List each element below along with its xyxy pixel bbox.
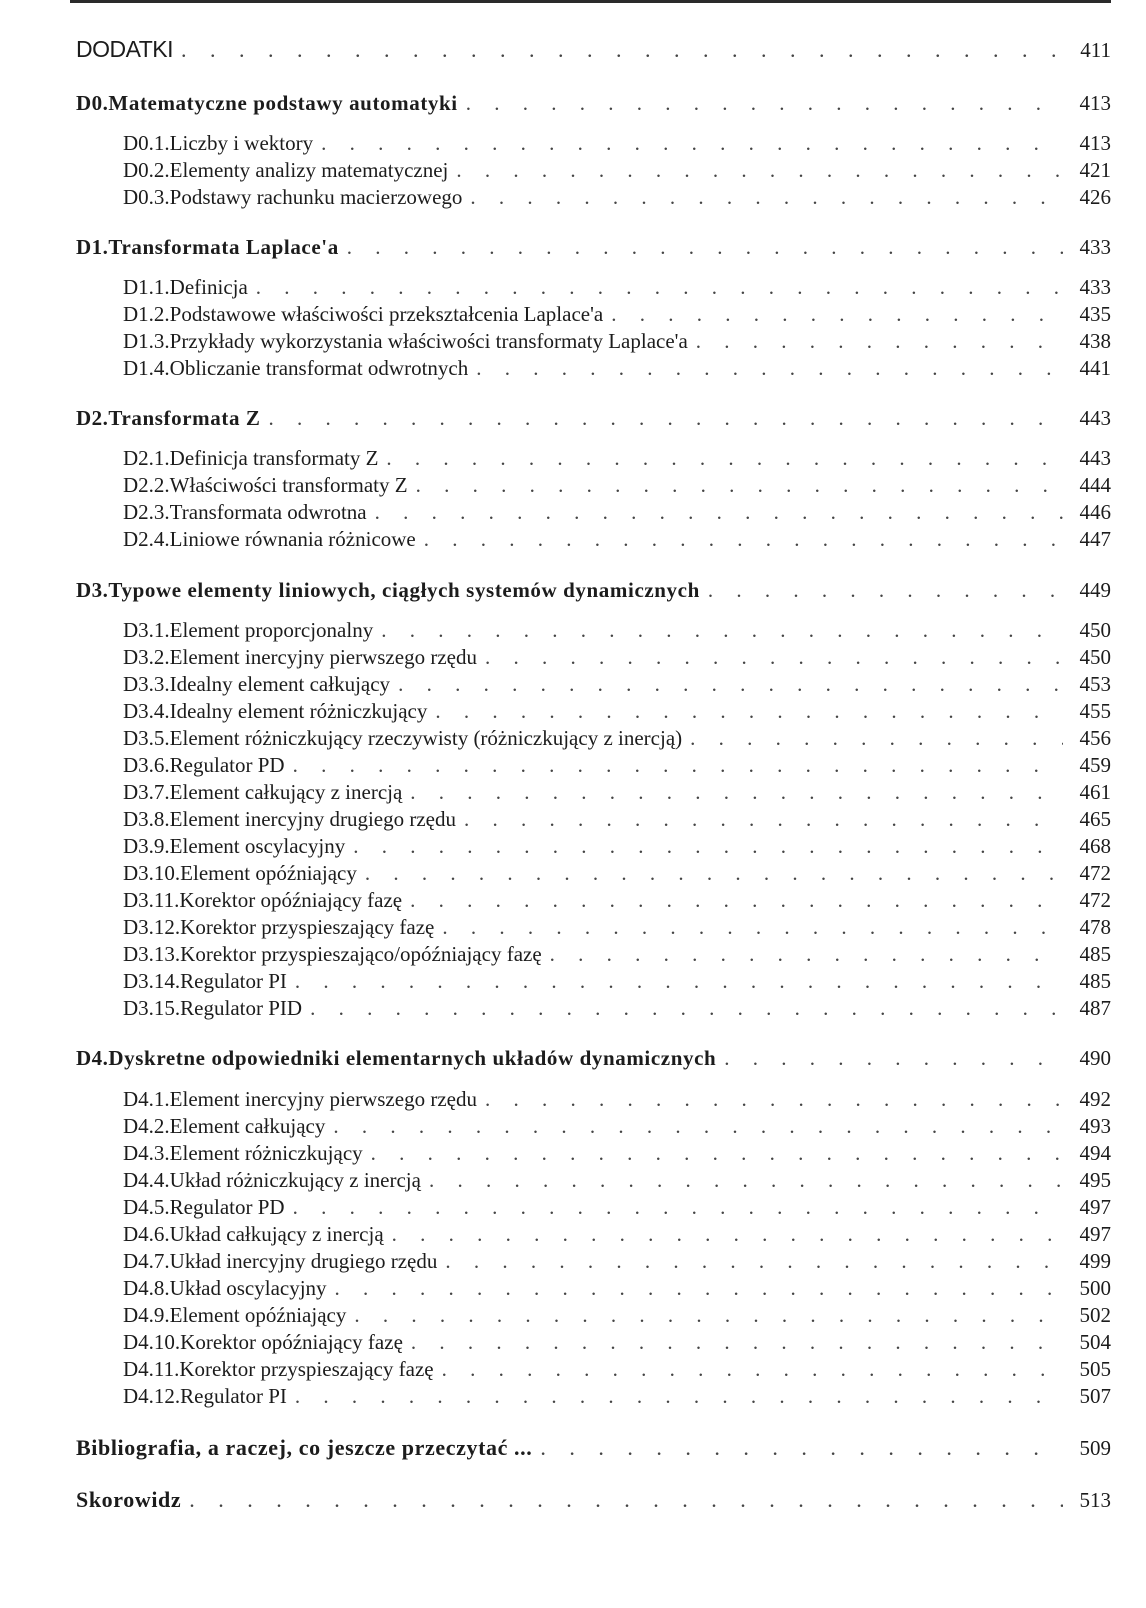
entry-number: D0.2. xyxy=(123,158,170,182)
dot-leader xyxy=(708,578,1063,603)
toc-subentry xyxy=(76,1303,1111,1328)
entry-title: Element inercyjny pierwszego rzędu xyxy=(169,645,477,669)
page-number: 494 xyxy=(1079,1141,1111,1165)
entry-title: Transformata Z xyxy=(108,406,261,430)
entry-title: Matematyczne podstawy automatyki xyxy=(108,91,458,115)
dot-leader xyxy=(445,1249,1063,1274)
entry-title: Element całkujący z inercją xyxy=(169,780,403,804)
entry-number: D4.2. xyxy=(123,1114,170,1138)
dot-leader xyxy=(293,753,1063,778)
page-number: 413 xyxy=(1079,131,1111,155)
toc-subentry xyxy=(76,1384,1111,1409)
toc-section xyxy=(76,1487,1111,1513)
toc-subentry xyxy=(76,527,1111,552)
page-number: 492 xyxy=(1079,1087,1111,1111)
toc-subentry xyxy=(76,1168,1111,1193)
toc-subentry xyxy=(76,996,1111,1021)
page-number: 499 xyxy=(1079,1249,1111,1273)
entry-title: Podstawowe właściwości przekształcenia Laplace'a xyxy=(169,302,604,326)
dot-leader xyxy=(690,726,1063,751)
entry-number: D4.11. xyxy=(123,1357,180,1381)
entry-number: D3.15. xyxy=(123,996,181,1020)
entry-title: Transformata Laplace'a xyxy=(108,235,339,259)
page-number: 443 xyxy=(1079,406,1111,430)
dot-leader xyxy=(435,699,1063,724)
dot-leader xyxy=(365,861,1063,886)
dot-leader xyxy=(293,1195,1063,1220)
page-number: 449 xyxy=(1079,578,1111,602)
entry-title: Element różniczkujący rzeczywisty (różniczkujący z inercją) xyxy=(169,726,683,750)
dot-leader xyxy=(269,406,1064,431)
toc-subentry xyxy=(76,1330,1111,1355)
toc-subentry xyxy=(76,969,1111,994)
entry-number: D3.4. xyxy=(123,699,170,723)
dot-leader xyxy=(464,807,1063,832)
dot-leader xyxy=(410,888,1063,913)
page-number: 413 xyxy=(1079,91,1111,115)
dot-leader xyxy=(181,37,1063,63)
entry-title: Regulator PD xyxy=(169,753,285,777)
toc-chapter xyxy=(76,91,1111,116)
entry-title: Korektor przyspieszający fazę xyxy=(180,915,435,939)
toc-subentry xyxy=(76,329,1111,354)
dot-leader xyxy=(354,1303,1063,1328)
toc-subentry xyxy=(76,356,1111,381)
entry-number: D1.1. xyxy=(123,275,170,299)
toc-subentry xyxy=(76,131,1111,156)
dot-leader xyxy=(416,473,1063,498)
entry-title: Korektor opóźniający fazę xyxy=(180,1330,403,1354)
dot-leader xyxy=(442,1357,1063,1382)
page-number: 495 xyxy=(1079,1168,1111,1192)
toc-subentry xyxy=(76,473,1111,498)
entry-number: D2.1. xyxy=(123,446,170,470)
entry-number: D4. xyxy=(76,1046,109,1070)
entry-title: Definicja xyxy=(169,275,248,299)
entry-number: D2.3. xyxy=(123,500,170,524)
page-number: 493 xyxy=(1079,1114,1111,1138)
page-number: 513 xyxy=(1079,1488,1111,1512)
entry-number: D0.1. xyxy=(123,131,170,155)
dot-leader xyxy=(550,942,1063,967)
dot-leader xyxy=(442,915,1063,940)
entry-number: D3. xyxy=(76,578,109,602)
entry-title: Element inercyjny pierwszego rzędu xyxy=(169,1087,477,1111)
page-number: 450 xyxy=(1079,645,1111,669)
toc-subentry xyxy=(76,888,1111,913)
entry-title: Bibliografia, a raczej, co jeszcze przeczytać ... xyxy=(76,1435,533,1460)
page-number: 507 xyxy=(1079,1384,1111,1408)
page-number: 465 xyxy=(1079,807,1111,831)
entry-title: Idealny element całkujący xyxy=(169,672,391,696)
entry-title: Właściwości transformaty Z xyxy=(169,473,408,497)
dot-leader xyxy=(424,527,1063,552)
dot-leader xyxy=(410,780,1063,805)
toc-subentry xyxy=(76,645,1111,670)
toc-subentry xyxy=(76,185,1111,210)
entry-number: D4.4. xyxy=(123,1168,170,1192)
entry-number: D4.7. xyxy=(123,1249,170,1273)
page-number: 456 xyxy=(1079,726,1111,750)
dot-leader xyxy=(310,996,1063,1021)
entry-number: D1.3. xyxy=(123,329,170,353)
entry-title: DODATKI xyxy=(76,36,174,62)
toc-subentry xyxy=(76,1222,1111,1247)
entry-title: Elementy analizy matematycznej xyxy=(169,158,449,182)
entry-title: Element opóźniający xyxy=(180,861,357,885)
entry-number: D4.5. xyxy=(123,1195,170,1219)
entry-number: D1. xyxy=(76,235,109,259)
page-number: 487 xyxy=(1079,996,1111,1020)
entry-title: Podstawy rachunku macierzowego xyxy=(169,185,463,209)
toc-subentry xyxy=(76,446,1111,471)
table-of-contents xyxy=(76,0,1111,1608)
page-number: 411 xyxy=(1080,38,1111,62)
toc-subentry xyxy=(76,780,1111,805)
toc-subentry xyxy=(76,942,1111,967)
dot-leader xyxy=(540,1435,1063,1461)
page-number: 459 xyxy=(1079,753,1111,777)
entry-title: Regulator PI xyxy=(180,1384,287,1408)
entry-number: D2.2. xyxy=(123,473,170,497)
toc-subentry xyxy=(76,726,1111,751)
page-number: 478 xyxy=(1079,915,1111,939)
page-number: 504 xyxy=(1079,1330,1111,1354)
entry-title: Transformata odwrotna xyxy=(169,500,367,524)
entry-number: D3.6. xyxy=(123,753,170,777)
entry-number: D0.3. xyxy=(123,185,170,209)
entry-number: D3.8. xyxy=(123,807,170,831)
page-number: 472 xyxy=(1079,888,1111,912)
dot-leader xyxy=(411,1330,1063,1355)
toc-subentry xyxy=(76,302,1111,327)
toc-section xyxy=(76,1435,1111,1461)
entry-number: D1.2. xyxy=(123,302,170,326)
dot-leader xyxy=(295,1384,1063,1409)
dot-leader xyxy=(295,969,1063,994)
entry-number: D3.2. xyxy=(123,645,170,669)
dot-leader xyxy=(371,1141,1063,1166)
entry-number: D1.4. xyxy=(123,356,170,380)
dot-leader xyxy=(696,329,1063,354)
dot-leader xyxy=(456,158,1063,183)
dot-leader xyxy=(381,618,1063,643)
entry-number: D4.6. xyxy=(123,1222,170,1246)
entry-number: D3.9. xyxy=(123,834,170,858)
dot-leader xyxy=(466,91,1063,116)
entry-number: D4.1. xyxy=(123,1087,170,1111)
toc-chapter xyxy=(76,578,1111,603)
dot-leader xyxy=(476,356,1063,381)
entry-title: Dyskretne odpowiedniki elementarnych układów dynamicznych xyxy=(108,1046,717,1070)
dot-leader xyxy=(470,185,1063,210)
entry-title: Regulator PI xyxy=(180,969,287,993)
entry-title: Idealny element różniczkujący xyxy=(169,699,428,723)
entry-title: Układ różniczkujący z inercją xyxy=(169,1168,421,1192)
dot-leader xyxy=(386,446,1063,471)
page-number: 502 xyxy=(1079,1303,1111,1327)
page-number: 490 xyxy=(1079,1046,1111,1070)
entry-title: Korektor opóźniający fazę xyxy=(179,888,403,912)
entry-title: Układ całkujący z inercją xyxy=(169,1222,384,1246)
entry-number: D3.10. xyxy=(123,861,181,885)
entry-number: D3.1. xyxy=(123,618,170,642)
entry-title: Przykłady wykorzystania właściwości transformaty Laplace'a xyxy=(169,329,688,353)
entry-title: Korektor przyspieszający fazę xyxy=(179,1357,434,1381)
entry-number: D2. xyxy=(76,406,109,430)
page-number: 505 xyxy=(1079,1357,1111,1381)
dot-leader xyxy=(256,275,1063,300)
entry-title: Element inercyjny drugiego rzędu xyxy=(169,807,456,831)
dot-leader xyxy=(724,1046,1063,1071)
dot-leader xyxy=(333,1114,1063,1139)
toc-subentry xyxy=(76,1249,1111,1274)
page-number: 497 xyxy=(1079,1222,1111,1246)
toc-subentry xyxy=(76,807,1111,832)
page-number: 441 xyxy=(1079,356,1111,380)
toc-subentry xyxy=(76,1195,1111,1220)
page-number: 446 xyxy=(1079,500,1111,524)
dot-leader xyxy=(375,500,1063,525)
page-number: 455 xyxy=(1079,699,1111,723)
entry-title: Regulator PID xyxy=(180,996,303,1020)
page-number: 472 xyxy=(1079,861,1111,885)
dot-leader xyxy=(611,302,1063,327)
entry-number: D3.11. xyxy=(123,888,180,912)
toc-subentry xyxy=(76,1276,1111,1301)
entry-number: D0. xyxy=(76,91,109,115)
toc-subentry xyxy=(76,699,1111,724)
page-number: 509 xyxy=(1079,1436,1111,1460)
page-number: 500 xyxy=(1079,1276,1111,1300)
entry-title: Element różniczkujący xyxy=(169,1141,363,1165)
entry-title: Typowe elementy liniowych, ciągłych systemów dynamicznych xyxy=(108,578,700,602)
entry-number: D3.3. xyxy=(123,672,170,696)
dot-leader xyxy=(347,235,1063,260)
toc-subentry xyxy=(76,672,1111,697)
entry-title: Liczby i wektory xyxy=(169,131,314,155)
page-number: 447 xyxy=(1079,527,1111,551)
toc-subentry xyxy=(76,158,1111,183)
dot-leader xyxy=(398,672,1063,697)
entry-number: D3.7. xyxy=(123,780,170,804)
dot-leader xyxy=(429,1168,1063,1193)
toc-subentry xyxy=(76,500,1111,525)
toc-subentry xyxy=(76,618,1111,643)
toc-subentry xyxy=(76,915,1111,940)
entry-number: D4.9. xyxy=(123,1303,170,1327)
page-number: 485 xyxy=(1079,942,1111,966)
toc-chapter xyxy=(76,406,1111,431)
page-number: 450 xyxy=(1079,618,1111,642)
entry-title: Element całkujący xyxy=(169,1114,326,1138)
entry-title: Układ oscylacyjny xyxy=(169,1276,327,1300)
entry-title: Element oscylacyjny xyxy=(169,834,346,858)
entry-title: Liniowe równania różnicowe xyxy=(169,527,416,551)
toc-chapter xyxy=(76,1046,1111,1071)
page-number: 426 xyxy=(1079,185,1111,209)
entry-title: Skorowidz xyxy=(76,1487,182,1512)
dot-leader xyxy=(392,1222,1063,1247)
dot-leader xyxy=(321,131,1063,156)
page-number: 443 xyxy=(1079,446,1111,470)
toc-subentry xyxy=(76,275,1111,300)
entry-title: Układ inercyjny drugiego rzędu xyxy=(169,1249,438,1273)
page-number: 433 xyxy=(1079,275,1111,299)
toc-subentry xyxy=(76,1141,1111,1166)
entry-title: Definicja transformaty Z xyxy=(169,446,379,470)
entry-number: D4.8. xyxy=(123,1276,170,1300)
toc-subentry xyxy=(76,1357,1111,1382)
toc-subentry xyxy=(76,1114,1111,1139)
page-number: 461 xyxy=(1079,780,1111,804)
dot-leader xyxy=(485,1087,1063,1112)
page-number: 497 xyxy=(1079,1195,1111,1219)
toc-chapter xyxy=(76,235,1111,260)
page-number: 421 xyxy=(1079,158,1111,182)
toc-subentry xyxy=(76,753,1111,778)
page-number: 433 xyxy=(1079,235,1111,259)
entry-number: D3.13. xyxy=(123,942,181,966)
dot-leader xyxy=(353,834,1063,859)
entry-number: D3.12. xyxy=(123,915,181,939)
entry-number: D4.12. xyxy=(123,1384,181,1408)
entry-number: D4.10. xyxy=(123,1330,181,1354)
entry-title: Korektor przyspieszająco/opóźniający fazę xyxy=(180,942,542,966)
entry-number: D3.5. xyxy=(123,726,170,750)
page-number: 485 xyxy=(1079,969,1111,993)
entry-number: D4.3. xyxy=(123,1141,170,1165)
entry-number: D3.14. xyxy=(123,969,181,993)
page-number: 453 xyxy=(1079,672,1111,696)
toc-section xyxy=(76,36,1111,63)
page-number: 444 xyxy=(1079,473,1111,497)
dot-leader xyxy=(335,1276,1063,1301)
entry-title: Element opóźniający xyxy=(169,1303,347,1327)
dot-leader xyxy=(485,645,1063,670)
page-number: 438 xyxy=(1079,329,1111,353)
toc-subentry xyxy=(76,861,1111,886)
entry-number: D2.4. xyxy=(123,527,170,551)
toc-subentry xyxy=(76,1087,1111,1112)
page-number: 435 xyxy=(1079,302,1111,326)
entry-title: Regulator PD xyxy=(169,1195,285,1219)
entry-title: Obliczanie transformat odwrotnych xyxy=(169,356,469,380)
entry-title: Element proporcjonalny xyxy=(169,618,374,642)
toc-subentry xyxy=(76,834,1111,859)
dot-leader xyxy=(189,1487,1063,1513)
page-number: 468 xyxy=(1079,834,1111,858)
